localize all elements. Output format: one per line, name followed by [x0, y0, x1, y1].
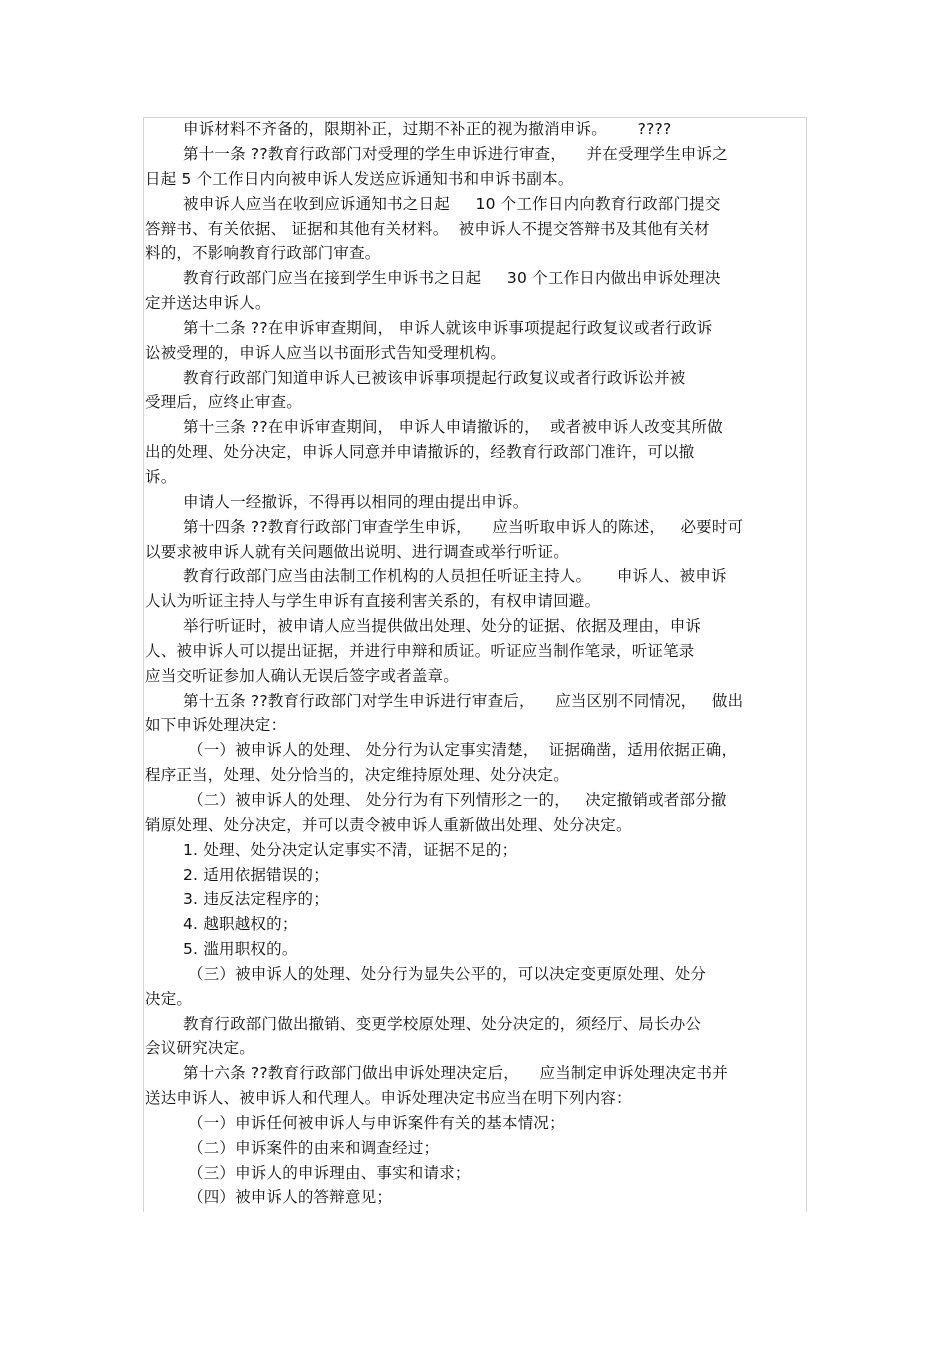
- text-line: 1. 处理、处分决定认定事实不清，证据不足的；: [183, 841, 518, 859]
- text-line: 举行听证时，被申请人应当提供做出处理、处分的证据、依据及理由，申诉: [183, 617, 702, 635]
- text-line: 5. 滥用职权的。: [183, 940, 298, 958]
- text-line: （四）被申诉人的答辩意见；: [188, 1188, 393, 1206]
- text-line: （二）被申诉人的处理、 处分行为有下列情形之一的， 决定撤销或者部分撤: [188, 791, 727, 809]
- text-line: 第十五条 ??教育行政部门对学生申诉进行审查后， 应当区别不同情况， 做出: [183, 692, 744, 710]
- text-line: 教育行政部门应当在接到学生申诉书之日起 30 个工作日内做出申诉处理决: [183, 269, 721, 287]
- text-line: 决定。: [145, 990, 193, 1008]
- text-line: 教育行政部门做出撤销、变更学校原处理、处分决定的，须经厅、局长办公: [183, 1015, 702, 1033]
- text-line: 讼被受理的，申诉人应当以书面形式告知受理机构。: [145, 344, 507, 362]
- text-line: 第十二条 ??在申诉审查期间， 申诉人就该申诉事项提起行政复议或者行政诉: [183, 319, 713, 337]
- text-line: 定并送达申诉人。: [145, 294, 271, 312]
- text-line: 第十三条 ??在申诉审查期间， 申诉人申请撤诉的， 或者被申诉人改变其所做: [183, 418, 723, 436]
- text-line: 人认为听证主持人与学生申诉有直接利害关系的，有权申请回避。: [145, 592, 601, 610]
- page-border-right: [806, 117, 807, 1212]
- text-line: 日起 5 个工作日内向被申诉人发送应诉通知书和申诉书副本。: [145, 170, 574, 188]
- text-line: 以要求被申诉人就有关问题做出说明、进行调查或举行听证。: [145, 543, 569, 561]
- text-line: 送达申诉人、被申诉人和代理人。申诉处理决定书应当在明下列内容：: [145, 1089, 632, 1107]
- text-line: 程序正当，处理、处分恰当的，决定维持原处理、处分决定。: [145, 766, 569, 784]
- text-line: 如下申诉处理决定：: [145, 716, 287, 734]
- text-line: （二）申诉案件的由来和调查经过；: [188, 1139, 440, 1157]
- page-border-top: [143, 117, 807, 118]
- text-line: （一）申诉任何被申诉人与申诉案件有关的基本情况；: [188, 1114, 565, 1132]
- text-line: 答辩书、有关依据、 证据和其他有关材料。 被申诉人不提交答辩书及其他有关材: [145, 220, 710, 238]
- text-line: 第十四条 ??教育行政部门审查学生申诉， 应当听取申诉人的陈述， 必要时可: [183, 518, 744, 536]
- text-line: 料的，不影响教育行政部门审查。: [145, 244, 381, 262]
- text-line: （三）申诉人的申诉理由、事实和请求；: [188, 1164, 471, 1182]
- text-line: 应当交听证参加人确认无误后签字或者盖章。: [145, 667, 460, 685]
- text-line: 第十一条 ??教育行政部门对受理的学生申诉进行审查， 并在受理学生申诉之: [183, 145, 728, 163]
- text-line: 申诉材料不齐备的，限期补正，过期不补正的视为撤消申诉。 ????: [183, 120, 672, 138]
- text-line: 3. 违反法定程序的；: [183, 890, 329, 908]
- text-line: （一）被申诉人的处理、 处分行为认定事实清楚， 证据确凿，适用依据正确，: [188, 741, 738, 759]
- text-line: 教育行政部门知道申诉人已被该申诉事项提起行政复议或者行政诉讼并被: [183, 369, 686, 387]
- text-line: 销原处理、处分决定，并可以责令被申诉人重新做出处理、处分决定。: [145, 816, 632, 834]
- text-line: 会议研究决定。: [145, 1039, 255, 1057]
- text-line: 诉。: [145, 468, 177, 486]
- text-line: 2. 适用依据错误的；: [183, 866, 329, 884]
- text-line: 第十六条 ??教育行政部门做出申诉处理决定后， 应当制定申诉处理决定书并: [183, 1064, 728, 1082]
- text-line: 申请人一经撤诉，不得再以相同的理由提出申诉。: [183, 493, 529, 511]
- text-line: 教育行政部门应当由法制工作机构的人员担任听证主持人。 申诉人、被申诉: [183, 567, 727, 585]
- text-line: 出的处理、处分决定，申诉人同意并申请撤诉的，经教育行政部门准许，可以撤: [145, 443, 695, 461]
- text-line: 被申诉人应当在收到应诉通知书之日起 10 个工作日内向教育行政部门提交: [183, 195, 721, 213]
- text-line: 受理后，应终止审查。: [145, 393, 303, 411]
- text-line: （三）被申诉人的处理、处分行为显失公平的，可以决定变更原处理、处分: [188, 965, 707, 983]
- text-line: 4. 越职越权的；: [183, 915, 298, 933]
- page-border-left: [143, 117, 144, 1212]
- text-line: 人、被申诉人可以提出证据，并进行申辩和质证。听证应当制作笔录，听证笔录: [145, 642, 695, 660]
